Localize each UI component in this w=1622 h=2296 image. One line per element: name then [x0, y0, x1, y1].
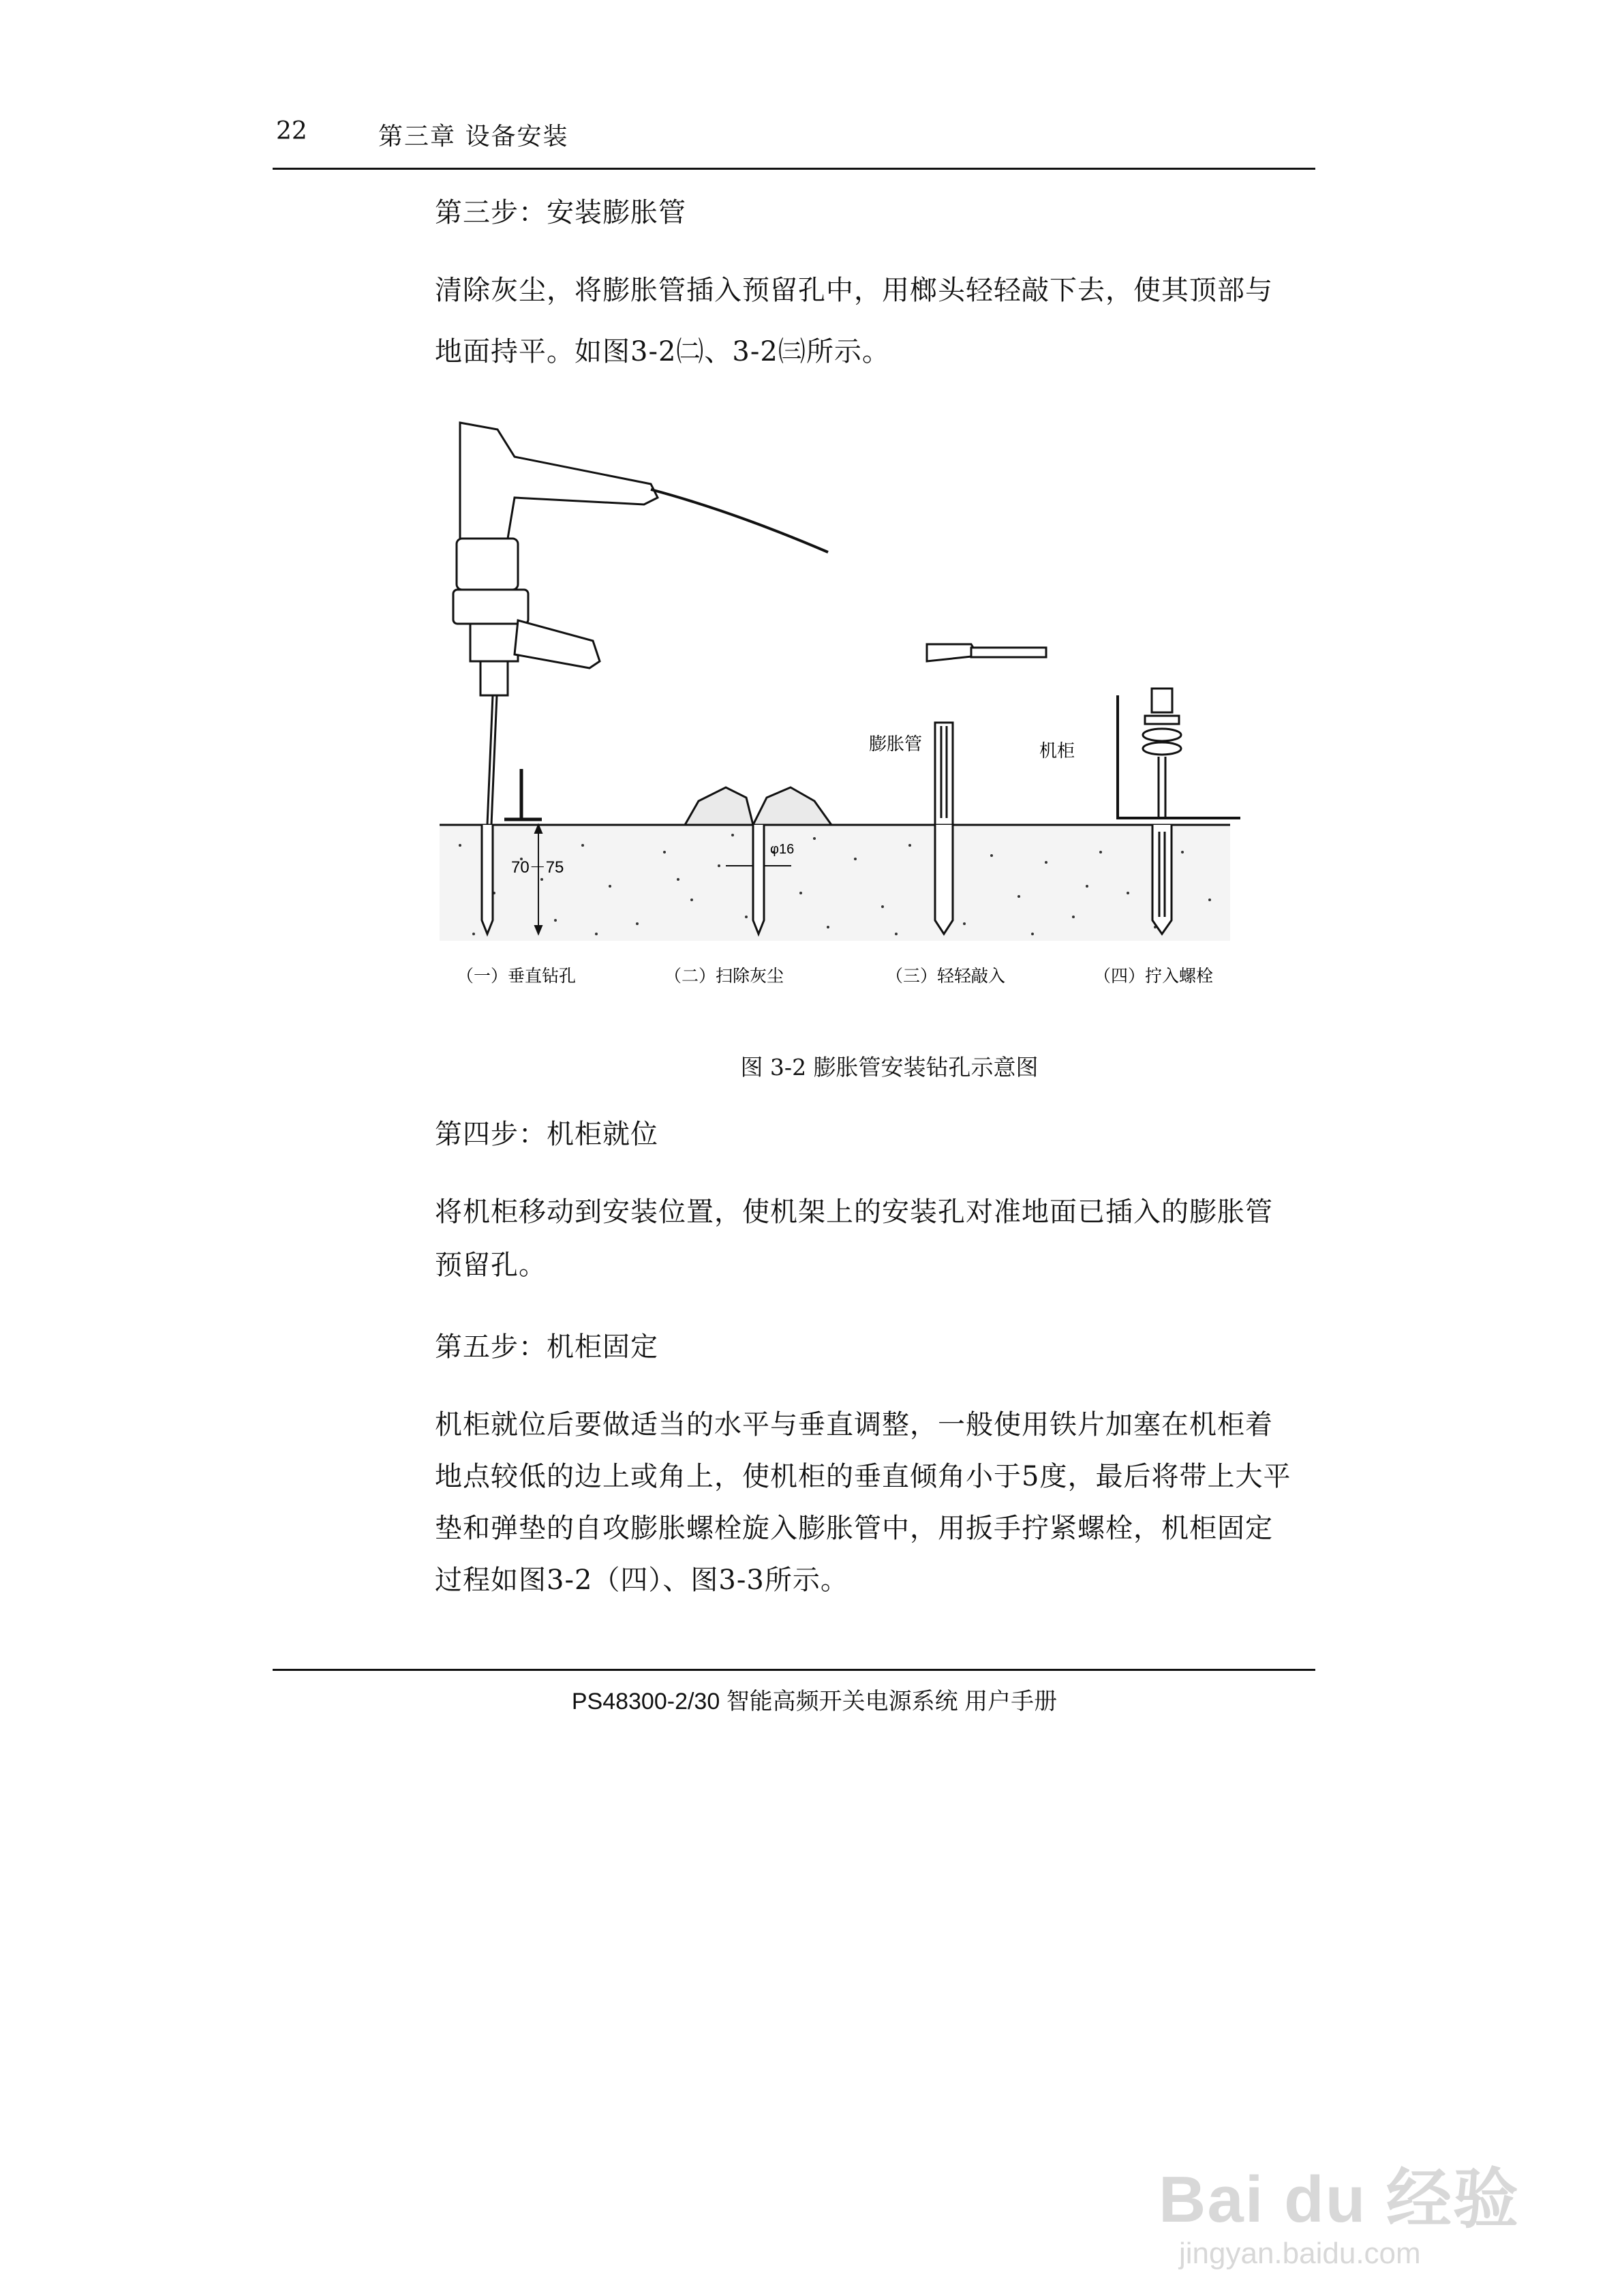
step3-title: 第三步：安装膨胀管 — [435, 197, 686, 228]
step4-title: 第四步：机柜就位 — [435, 1119, 658, 1150]
sub-caption-4: （四）拧入螺栓 — [1094, 966, 1214, 986]
expansion-tube-icon — [935, 723, 953, 825]
figure-caption: 图 3-2 膨胀管安装钻孔示意图 — [740, 1054, 1039, 1081]
step3-paragraph-line-2: 地面持平。如图3-2㈡、3-2㈢所示。 — [435, 336, 890, 367]
drill-hole-4 — [1152, 825, 1172, 934]
hammer-icon — [927, 644, 1046, 661]
sub-caption-2: （二）扫除灰尘 — [664, 966, 784, 986]
step5-paragraph-line-4: 过程如图3-2（四）、图3-3所示。 — [435, 1565, 848, 1596]
step4-paragraph-line-1: 将机柜移动到安装位置，使机架上的安装孔对准地面已插入的膨胀管 — [435, 1196, 1273, 1228]
page-number: 22 — [276, 117, 307, 145]
step4-paragraph-line-2: 预留孔。 — [435, 1250, 547, 1281]
drill-hole-1 — [482, 825, 493, 934]
step5-paragraph-line-2: 地点较低的边上或角上，使机柜的垂直倾角小于5度，最后将带上大平 — [435, 1461, 1291, 1492]
drill-hole-2 — [753, 825, 764, 934]
dust-piles — [685, 787, 831, 825]
level-marker-icon — [504, 769, 542, 819]
step3-paragraph-line-1: 清除灰尘，将膨胀管插入预留孔中，用榔头轻轻敲下去，使其顶部与 — [435, 275, 1273, 306]
bolt-icon — [1143, 689, 1181, 818]
footer-rule — [273, 1669, 1315, 1671]
baidu-jingyan-watermark — [1159, 2147, 1520, 2271]
chapter-title: 第三章 设备安装 — [378, 123, 569, 151]
electric-drill-icon — [453, 423, 828, 835]
figure-3-2 — [433, 416, 1244, 1002]
sub-caption-1: （一）垂直钻孔 — [457, 966, 577, 986]
watermark-brand: Bai du 经验 — [1159, 2163, 1520, 2236]
cabinet-frame — [1118, 695, 1240, 818]
sub-caption-3: （三）轻轻敲入 — [886, 966, 1006, 986]
step5-paragraph-line-3: 垫和弹垫的自攻膨胀螺栓旋入膨胀管中，用扳手拧紧螺栓，机柜固定 — [435, 1513, 1273, 1544]
depth-label: 70－75 — [511, 858, 564, 877]
cabinet-label: 机柜 — [1039, 741, 1075, 761]
step5-paragraph-line-1: 机柜就位后要做适当的水平与垂直调整，一般使用铁片加塞在机柜着 — [435, 1409, 1273, 1440]
drill-hole-3 — [935, 825, 953, 934]
installation-diagram — [433, 416, 1244, 1002]
expansion-tube-label: 膨胀管 — [869, 734, 923, 755]
footer-text: PS48300-2/30 智能高频开关电源系统 用户手册 — [571, 1689, 1058, 1715]
step5-title: 第五步：机柜固定 — [435, 1331, 658, 1363]
ground-band — [440, 825, 1230, 941]
header-rule — [273, 168, 1315, 170]
watermark-url: jingyan.baidu.com — [1179, 2237, 1421, 2270]
diameter-label: φ16 — [770, 842, 795, 857]
